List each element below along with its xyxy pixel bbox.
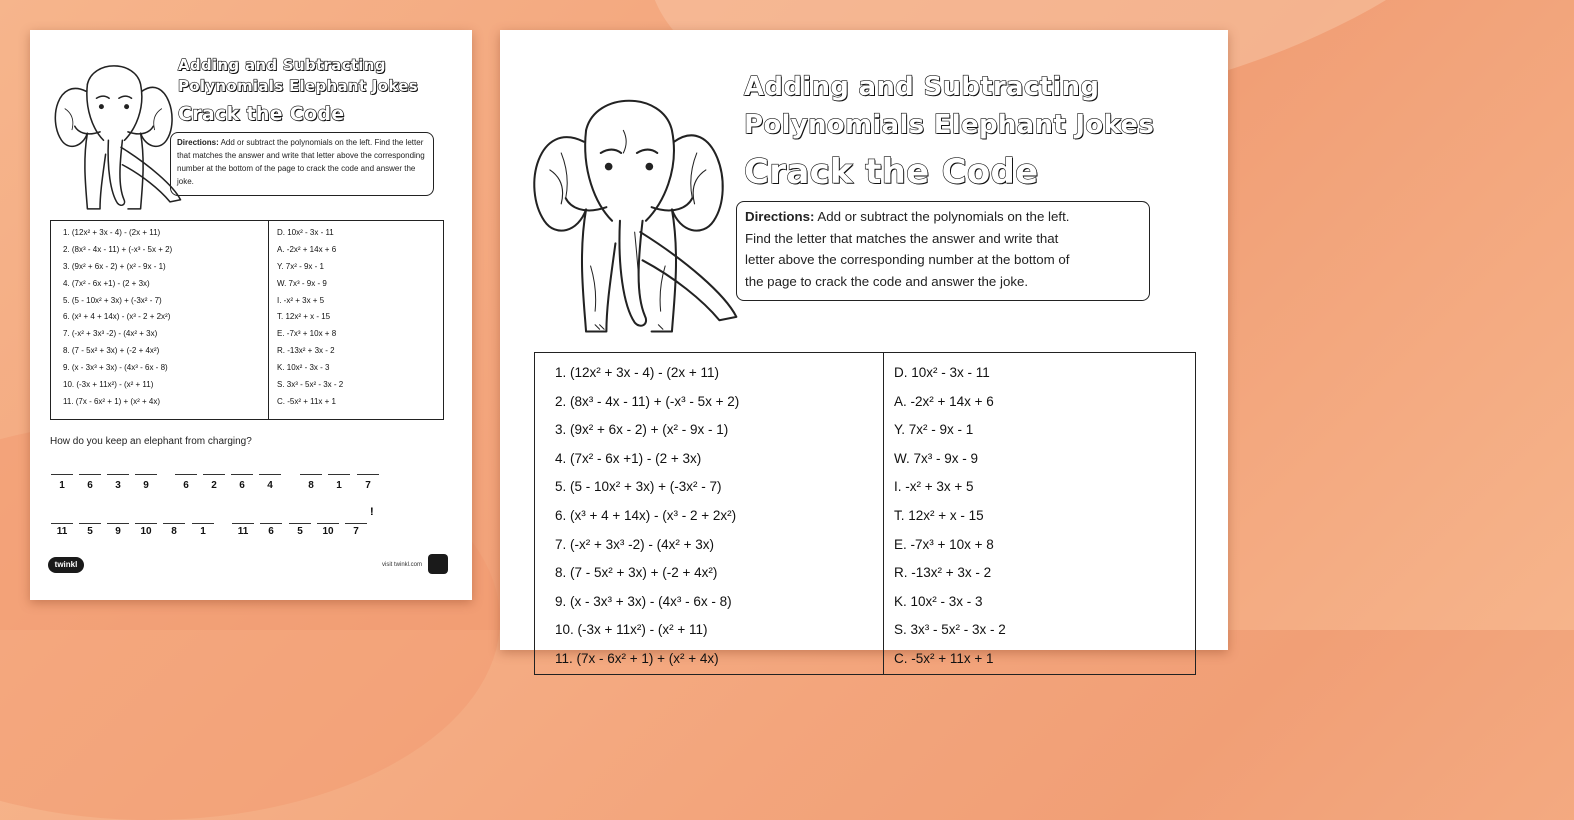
problem-item: 3. (9x² + 6x - 2) + (x² - 9x - 1) [555,422,729,438]
answer-blank[interactable] [51,523,73,524]
answer-item: C. -5x² + 11x + 1 [277,396,336,406]
code-number: 9 [115,526,121,537]
problem-item: 7. (-x² + 3x³ -2) - (4x² + 3x) [555,536,715,552]
code-number: 6 [268,526,274,537]
answer-blank[interactable] [135,523,157,524]
answer-item: T. 12x² + x - 15 [277,312,331,322]
worksheet-title-line1: Adding and Subtracting [744,72,1100,102]
answer-item: E. -7x³ + 10x + 8 [277,329,337,339]
worksheet-subtitle: Crack the Code [744,152,1039,192]
problem-item: 3. (9x² + 6x - 2) + (x² - 9x - 1) [63,261,166,271]
code-number: 6 [183,480,189,491]
answer-item: S. 3x³ - 5x² - 3x - 2 [277,380,344,390]
answer-blank[interactable] [232,523,254,524]
code-number: 11 [56,526,68,537]
answer-blank[interactable] [259,474,281,475]
worksheet-title-line2: Polynomials Elephant Jokes [744,110,1155,140]
code-number: 8 [171,526,177,537]
worksheet-title-line1: Adding and Subtracting [178,56,386,74]
problem-item: 2. (8x³ - 4x - 11) + (-x³ - 5x + 2) [555,393,740,409]
code-number: 6 [87,480,93,491]
answer-item: W. 7x³ - 9x - 9 [894,450,979,466]
problem-item: 1. (12x² + 3x - 4) - (2x + 11) [555,365,720,380]
answer-item: A. -2x² + 14x + 6 [277,244,337,254]
answer-blank[interactable] [79,523,101,524]
answer-item: R. -13x² + 3x - 2 [894,565,992,581]
answer-item: I. -x² + 3x + 5 [277,295,325,305]
answer-item: D. 10x² - 3x - 11 [894,365,990,380]
answer-blank[interactable] [135,474,157,475]
code-number: 5 [87,526,93,537]
answer-item: S. 3x³ - 5x² - 3x - 2 [894,622,1006,638]
problem-item: 8. (7 - 5x² + 3x) + (-2 + 4x²) [555,565,718,581]
code-number: 1 [200,526,206,537]
answer-blank[interactable] [231,474,253,475]
answer-item: C. -5x² + 11x + 1 [894,650,994,666]
code-number: 6 [239,480,245,491]
problem-item: 11. (7x - 6x² + 1) + (x² + 4x) [63,396,160,406]
problem-item: 1. (12x² + 3x - 4) - (2x + 11) [63,228,161,237]
worksheet-thumbnail [30,30,472,600]
answer-list [277,225,443,411]
problem-item: 7. (-x² + 3x³ -2) - (4x² + 3x) [63,329,158,339]
worksheet-subtitle: Crack the Code [178,103,345,125]
code-number: 8 [308,480,314,491]
worksheet-zoomed [500,30,1228,666]
problem-item: 4. (7x² - 6x +1) - (2 + 3x) [63,278,150,288]
problem-item: 2. (8x³ - 4x - 11) + (-x³ - 5x + 2) [63,244,173,254]
problem-item: 10. (-3x + 11x²) - (x² + 11) [555,622,708,638]
answer-item: T. 12x² + x - 15 [894,507,984,523]
elephant-illustration-small [44,42,184,214]
code-number: 10 [322,526,334,537]
problem-list [63,225,268,411]
elephant-illustration [516,62,742,340]
answer-item: R. -13x² + 3x - 2 [277,346,335,356]
answer-blank[interactable] [300,474,322,475]
answer-item: Y. 7x² - 9x - 1 [277,261,324,271]
problem-item: 10. (-3x + 11x²) - (x² + 11) [63,380,154,390]
code-number: 2 [211,480,217,491]
code-number: 11 [237,526,249,537]
problem-list [555,359,883,674]
code-number: 1 [59,480,65,491]
answer-blank[interactable] [203,474,225,475]
problem-item: 5. (5 - 10x² + 3x) + (-3x² - 7) [555,479,722,495]
code-number: 9 [143,480,149,491]
twinkl-badge-icon [428,554,448,574]
answer-blank[interactable] [328,474,350,475]
directions-line: Add or subtract the polynomials on the left. [817,209,1070,224]
answer-item: E. -7x³ + 10x + 8 [894,536,994,552]
answer-item: W. 7x³ - 9x - 9 [277,278,327,288]
answer-blank[interactable] [317,523,339,524]
code-number: 3 [115,480,121,491]
directions-label: Directions: [177,138,219,147]
answer-blank[interactable] [345,523,367,524]
answer-blank[interactable] [357,474,379,475]
directions-line: letter above the corresponding number at the bottom of [745,252,1070,267]
problem-item: 9. (x - 3x³ + 3x) - (4x³ - 6x - 8) [63,363,168,373]
answer-blank[interactable] [289,523,311,524]
answer-list [894,359,1195,674]
answer-blank[interactable] [107,474,129,475]
code-number: 10 [140,526,152,537]
directions-text: Add or subtract the polynomials on the left. Find the letter that matches the answer and write that letter above the corresponding number at the bottom of the page to crack the code and answer the joke. [177,138,425,186]
answer-blank[interactable] [79,474,101,475]
code-number: 5 [297,526,303,537]
problem-item: 5. (5 - 10x² + 3x) + (-3x² - 7) [63,295,162,305]
problems-table [534,352,1196,675]
answer-item: K. 10x² - 3x - 3 [894,593,983,609]
problem-item: 4. (7x² - 6x +1) - (2 + 3x) [555,450,702,466]
problem-item: 11. (7x - 6x² + 1) + (x² + 4x) [555,650,719,666]
problems-table-small [50,220,444,420]
answer-item: I. -x² + 3x + 5 [894,479,974,495]
answer-item: Y. 7x² - 9x - 1 [894,422,974,438]
answer-item: K. 10x² - 3x - 3 [277,363,330,373]
answer-item: D. 10x² - 3x - 11 [277,228,334,237]
worksheet-title-line2: Polynomials Elephant Jokes [178,77,418,95]
answer-blank[interactable] [163,523,185,524]
exclamation-mark: ! [370,506,374,518]
problem-item: 6. (x³ + 4 + 14x) - (x³ - 2 + 2x²) [63,312,171,322]
directions-box [736,201,1150,301]
code-number: 4 [267,480,273,491]
joke-question: How do you keep an elephant from charging? [50,436,252,447]
code-number: 7 [365,480,371,491]
answer-blank[interactable] [192,523,214,524]
directions-line: the page to crack the code and answer the joke. [745,273,1029,289]
answer-blank[interactable] [175,474,197,475]
directions-box-small [170,132,434,196]
answer-blank[interactable] [260,523,282,524]
footer-url: visit twinkl.com [382,562,423,568]
twinkl-logo: twinkl [48,557,84,573]
directions-line: Find the letter that matches the answer and write that [745,230,1059,246]
code-number: 1 [336,480,342,491]
directions-label: Directions: [745,209,815,224]
problem-item: 6. (x³ + 4 + 14x) - (x³ - 2 + 2x²) [555,507,737,523]
answer-item: A. -2x² + 14x + 6 [894,393,994,409]
problem-item: 8. (7 - 5x² + 3x) + (-2 + 4x²) [63,346,160,356]
answer-blank[interactable] [51,474,73,475]
problem-item: 9. (x - 3x³ + 3x) - (4x³ - 6x - 8) [555,593,732,609]
code-number: 7 [353,526,359,537]
answer-blank[interactable] [107,523,129,524]
